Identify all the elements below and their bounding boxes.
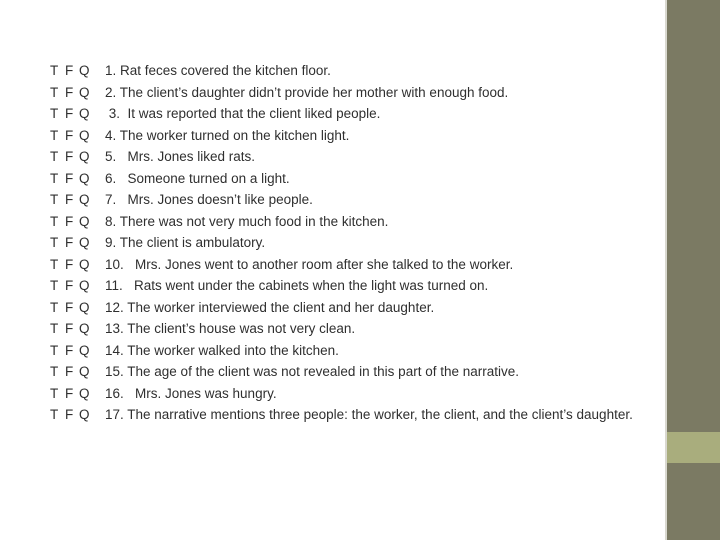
true-option[interactable]: T (50, 127, 59, 143)
question-statement: 2. The client’s daughter didn’t provide her mother with enough food. (105, 84, 509, 100)
true-option[interactable]: T (50, 235, 59, 250)
question-row (50, 383, 660, 405)
question-row (50, 340, 660, 362)
false-option[interactable]: F (65, 170, 74, 186)
true-option[interactable]: T (50, 299, 59, 315)
false-option[interactable]: F (65, 106, 74, 121)
question-row (50, 146, 660, 168)
sidebar-accent-block (667, 432, 720, 463)
question-row (50, 103, 660, 125)
true-option[interactable]: T (50, 407, 59, 422)
question-statement: 4. The worker turned on the kitchen light. (105, 127, 350, 143)
false-option[interactable]: F (65, 127, 74, 143)
true-option[interactable]: T (50, 106, 59, 121)
true-option[interactable]: T (50, 278, 59, 293)
false-option[interactable]: F (65, 213, 74, 229)
true-option[interactable]: T (50, 213, 59, 229)
question-option[interactable]: Q (79, 364, 90, 379)
question-row (50, 60, 660, 82)
question-statement: 6. Someone turned on a light. (105, 170, 290, 186)
false-option[interactable]: F (65, 278, 74, 293)
question-row (50, 275, 660, 297)
question-row (50, 189, 660, 211)
true-option[interactable]: T (50, 170, 59, 186)
true-option[interactable]: T (50, 342, 59, 358)
question-option[interactable]: Q (79, 106, 90, 121)
question-row (50, 318, 660, 340)
question-statement: 14. The worker walked into the kitchen. (105, 342, 339, 358)
question-option[interactable]: Q (79, 127, 90, 143)
question-row (50, 361, 660, 383)
true-option[interactable]: T (50, 364, 59, 379)
question-statement: 9. The client is ambulatory. (105, 235, 266, 250)
question-row (50, 232, 660, 254)
true-option[interactable]: T (50, 63, 59, 78)
question-option[interactable]: Q (79, 256, 90, 272)
question-row (50, 82, 660, 104)
false-option[interactable]: F (65, 63, 74, 78)
question-statement: 10. Mrs. Jones went to another room after she talked to the worker. (105, 256, 514, 272)
question-option[interactable]: Q (79, 299, 90, 315)
question-row (50, 211, 660, 233)
question-row (50, 168, 660, 190)
question-option[interactable]: Q (79, 63, 90, 78)
false-option[interactable]: F (65, 192, 74, 207)
question-statement: 3. It was reported that the client liked people. (105, 106, 381, 121)
question-option[interactable]: Q (79, 149, 90, 164)
false-option[interactable]: F (65, 256, 74, 272)
question-statement: 13. The client’s house was not very clean. (105, 321, 356, 336)
question-row (50, 404, 660, 426)
false-option[interactable]: F (65, 364, 74, 379)
question-row (50, 297, 660, 319)
false-option[interactable]: F (65, 235, 74, 250)
question-statement: 16. Mrs. Jones was hungry. (105, 385, 277, 401)
question-option[interactable]: Q (79, 342, 90, 358)
question-option[interactable]: Q (79, 192, 90, 207)
true-option[interactable]: T (50, 256, 59, 272)
question-statement: 17. The narrative mentions three people: the worker, the client, and the client’s daughter. (105, 407, 633, 422)
question-option[interactable]: Q (79, 407, 90, 422)
question-option[interactable]: Q (79, 213, 90, 229)
false-option[interactable]: F (65, 407, 74, 422)
true-option[interactable]: T (50, 149, 59, 164)
question-statement: 5. Mrs. Jones liked rats. (105, 149, 256, 164)
false-option[interactable]: F (65, 84, 74, 100)
question-statement: 8. There was not very much food in the kitchen. (105, 213, 389, 229)
true-option[interactable]: T (50, 192, 59, 207)
true-false-question-list (50, 60, 660, 426)
false-option[interactable]: F (65, 385, 74, 401)
question-statement: 7. Mrs. Jones doesn’t like people. (105, 192, 313, 207)
question-statement: 12. The worker interviewed the client and her daughter. (105, 299, 435, 315)
true-option[interactable]: T (50, 385, 59, 401)
question-row (50, 125, 660, 147)
question-option[interactable]: Q (79, 278, 90, 293)
question-row (50, 254, 660, 276)
question-option[interactable]: Q (79, 84, 90, 100)
question-option[interactable]: Q (79, 235, 90, 250)
question-option[interactable]: Q (79, 321, 90, 336)
question-statement: 1. Rat feces covered the kitchen floor. (105, 63, 331, 78)
true-option[interactable]: T (50, 84, 59, 100)
false-option[interactable]: F (65, 342, 74, 358)
true-option[interactable]: T (50, 321, 59, 336)
question-statement: 15. The age of the client was not revealed in this part of the narrative. (105, 364, 519, 379)
question-option[interactable]: Q (79, 170, 90, 186)
false-option[interactable]: F (65, 149, 74, 164)
question-statement: 11. Rats went under the cabinets when the light was turned on. (105, 278, 489, 293)
false-option[interactable]: F (65, 299, 74, 315)
question-option[interactable]: Q (79, 385, 90, 401)
false-option[interactable]: F (65, 321, 74, 336)
